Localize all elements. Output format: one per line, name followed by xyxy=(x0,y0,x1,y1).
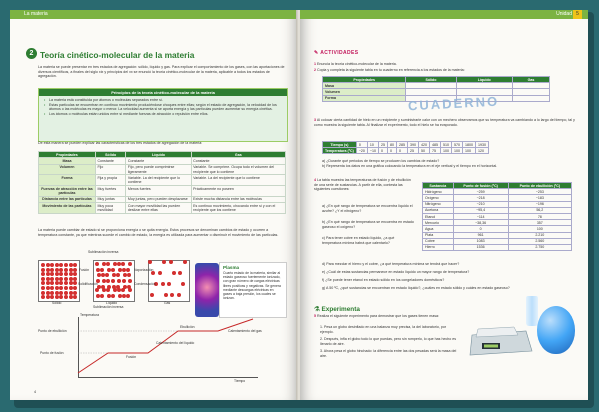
particle-dot xyxy=(111,268,115,272)
label-gas: Gas xyxy=(164,301,171,305)
question-number: 5 xyxy=(314,314,316,318)
particle-dot xyxy=(59,263,63,267)
question-4 xyxy=(314,178,414,192)
balance-image xyxy=(466,321,536,357)
particle-dot xyxy=(167,282,171,286)
table-cell: Muy juntas, pero pueden desplazarse xyxy=(126,196,191,202)
table-cell: 100 xyxy=(452,148,463,154)
particle-dot xyxy=(59,281,63,285)
particle-dot xyxy=(41,268,45,272)
table-cell: Acetona xyxy=(423,207,454,213)
particle-dot xyxy=(69,291,73,295)
left-page-number: 4 xyxy=(34,390,36,394)
q5-step-1: 1. Pesa un globo desinflado en una balanza muy precisa, la del laboratorio, por ejemplo. xyxy=(320,325,447,334)
label-vaporization: Vaporización xyxy=(134,268,154,272)
table-cell: −253 xyxy=(508,189,571,195)
label-sublimation-top: Sublimación inversa xyxy=(88,250,119,254)
row-header: Tiempo (s) xyxy=(323,142,357,148)
principles-box xyxy=(38,88,288,142)
table-row xyxy=(39,202,286,213)
q4-item-a: a) ¿En qué rango de temperatura se encuentra líquido el azufre? ¿Y el nitrógeno? xyxy=(322,204,413,213)
particle-dot xyxy=(73,263,77,267)
particle-dot xyxy=(55,295,59,299)
table-cell: Agua xyxy=(423,226,454,232)
table-cell: 0 xyxy=(388,148,397,154)
right-page xyxy=(300,10,588,400)
question-number: 1 xyxy=(314,62,316,66)
particle-dot xyxy=(50,263,54,267)
particle-dot xyxy=(73,268,77,272)
table-cell: Muy fuertes xyxy=(95,185,125,196)
particle-dot xyxy=(100,294,104,298)
particle-dot xyxy=(117,279,121,283)
row-header: Forma xyxy=(39,175,96,186)
time-temperature-table xyxy=(322,141,489,154)
table-cell: 2.210 xyxy=(508,232,571,238)
particle-dot xyxy=(55,272,59,276)
table-cell: −114 xyxy=(453,213,508,219)
left-header: La materia xyxy=(10,10,298,19)
label-solidification: Solidificación xyxy=(78,282,98,286)
question-number: 3 xyxy=(314,118,316,122)
particle-dot xyxy=(111,279,115,283)
table-header: Sustancia xyxy=(423,183,454,189)
table-cell: 485 xyxy=(430,142,441,148)
table-row xyxy=(323,148,489,154)
particle-dot xyxy=(73,277,77,281)
table-header: Propiedades xyxy=(323,77,406,83)
particle-dot xyxy=(73,291,77,295)
question-text: La tabla muestra las temperaturas de fusión y de ebullición de una serie de sustancias. A partir de ella, contesta las siguientes cuestiones: xyxy=(314,178,411,192)
solid-container xyxy=(38,260,80,302)
table-row xyxy=(39,185,286,196)
table-header: Gas xyxy=(512,77,549,83)
table-cell: −10 xyxy=(367,148,378,154)
question-1 xyxy=(314,62,576,67)
table-row xyxy=(39,164,286,175)
heat-liquid-label: Calentamiento del líquido xyxy=(156,341,195,345)
particle-dot xyxy=(55,268,59,272)
particle-dot xyxy=(55,291,59,295)
table-cell: 100 xyxy=(463,148,476,154)
table-cell: Fija y propia xyxy=(95,175,125,186)
section-number: 2 xyxy=(26,48,37,59)
particle-dot xyxy=(161,282,165,286)
particle-dot xyxy=(46,263,50,267)
particle-dot xyxy=(64,286,68,290)
question-text: Al colocar cierta cantidad de hielo en un recipiente y suministrarle calor con un mechero observamos que su temperatura va cambiando a lo largo del tiempo, tal y como muestra la siguiente tabla. Al finalizar el experimento, todo el hielo se ha evaporado. xyxy=(314,118,575,127)
table-cell: −38,36 xyxy=(453,220,508,226)
particle-dot xyxy=(106,279,110,283)
particle-dot xyxy=(113,262,117,266)
table-cell: Hierro xyxy=(423,244,454,250)
particle-dot xyxy=(59,277,63,281)
particle-dot xyxy=(46,281,50,285)
particle-dot xyxy=(170,293,174,297)
table-header: Sólido xyxy=(406,77,456,83)
table-intro: De esta manera se pueden explicar las características de los tres estados de agregación de la materia: xyxy=(38,141,203,145)
particle-dot xyxy=(64,272,68,276)
particle-dot xyxy=(50,272,54,276)
question-text: Enuncia la teoría cinético-molecular de la materia. xyxy=(317,62,397,66)
table-cell: 0 xyxy=(356,142,367,148)
states-diagram xyxy=(38,250,188,308)
heating-curve-line xyxy=(78,319,253,373)
particle-dot xyxy=(46,291,50,295)
particle-dot xyxy=(121,288,125,292)
principle-item: • La materia está constituida por átomos o moléculas separados entre sí. xyxy=(49,98,283,103)
table-cell: 25 xyxy=(408,148,419,154)
question-number: 4 xyxy=(314,178,316,182)
table-cell: Constante xyxy=(191,158,285,164)
states-change-paragraph: La materia puede cambiar de estado si se proporciona energía o se quita energía. Estos procesos se denominan cambios de estado y ocurren a temperatura constante, ya que mientras sucede el cambio de estado, la energía es utilizada para aumentar o disminuir el movimiento de las partículas. xyxy=(38,228,279,237)
left-page xyxy=(10,10,298,400)
particle-dot xyxy=(105,273,109,277)
particle-dot xyxy=(64,291,68,295)
table-cell: Constante xyxy=(126,158,191,164)
particle-dot xyxy=(59,286,63,290)
particle-dot xyxy=(100,268,104,272)
intro-paragraph: La materia se puede presentar en tres estados de agregación: sólido, líquido y gas. Para explicar el comportamiento de los gases, con las aportaciones de diversos científicos, a finales del siglo xix y principios del xx se enunció la teoría cinético-molecular de la materia, aplicable a todos los estados de agregación. xyxy=(38,65,285,79)
q5-step-2: 2. Después, infla el globo todo lo que puedas, pero sin romperlo, lo que has hecho es llenarlo de aire. xyxy=(320,337,457,346)
heating-curve-graph xyxy=(38,315,268,390)
particle-dot xyxy=(46,295,50,299)
y-axis-label: Temperatura xyxy=(80,313,100,317)
particle-dot xyxy=(158,271,162,275)
table-cell: −183 xyxy=(508,195,571,201)
table-cell: Cobre xyxy=(423,238,454,244)
row-header: Fuerzas de atracción entre las partículas xyxy=(39,185,96,196)
principles-box-title: Principios de la teoría cinético-molecular de la materia xyxy=(39,89,287,96)
particle-dot xyxy=(46,268,50,272)
table-cell: 56,2 xyxy=(508,207,571,213)
particle-dot xyxy=(50,291,54,295)
table-header: Gas xyxy=(191,152,285,158)
table-cell: 25 xyxy=(379,142,388,148)
particle-dot xyxy=(121,262,125,266)
table-cell: Prácticamente no poseen xyxy=(191,185,285,196)
table-cell: 2.750 xyxy=(508,244,571,250)
table-cell: 1930 xyxy=(476,142,489,148)
balloon-image xyxy=(537,306,575,354)
label-solid: Sólido xyxy=(52,301,62,305)
plasma-text: Cuarto estado de la materia, similar al estado gaseoso fuertemente ionizado, con gran número de cargas eléctricas libres positivas y negativas. Se genera mediante descargas eléctricas en gases a baja presión, los cuales se ionizan. xyxy=(223,271,281,301)
ebullition-label: Ebullición xyxy=(180,325,195,329)
table-cell: Fijo, pero puede comprimirse ligeramente xyxy=(126,164,191,175)
row-header: Volumen xyxy=(323,89,406,95)
table-cell: 390 xyxy=(408,142,419,148)
label-fusion: Fusión xyxy=(79,268,90,272)
particle-dot xyxy=(69,277,73,281)
q3-item-b: b) Representa los datos en una gráfica colocando la temperatura en el eje vertical y el tiempo en el horizontal. xyxy=(322,164,498,168)
q3-item-a: a) ¿Durante qué periodos de tiempo se producen los cambios de estado? xyxy=(322,159,440,163)
particle-dot xyxy=(46,286,50,290)
table-cell: 2.560 xyxy=(508,238,571,244)
row-header: Movimiento de las partículas xyxy=(39,202,96,213)
table-cell: 75 xyxy=(430,148,441,154)
particle-dot xyxy=(64,277,68,281)
row-header: Volumen xyxy=(39,164,96,175)
particle-dot xyxy=(55,286,59,290)
fusion-label: Fusión xyxy=(126,355,137,359)
particle-dot xyxy=(46,277,50,281)
particle-dot xyxy=(150,293,154,297)
notebook-watermark: CUADERNO xyxy=(407,93,500,114)
particle-dot xyxy=(64,263,68,267)
table-cell: 0 xyxy=(397,148,408,154)
table-header: Líquido xyxy=(456,77,512,83)
q4-item-e: e) ¿Cuál de estas sustancias permanece en estado líquido un mayor rango de temperatura? xyxy=(322,270,470,274)
question-number: 2 xyxy=(314,68,316,72)
particle-dot xyxy=(128,262,132,266)
pencil-icon: ✎ xyxy=(314,50,321,56)
table-cell: Constante xyxy=(95,158,125,164)
page-title: Teoría cinético-molecular de la materia xyxy=(40,50,195,60)
row-header: Forma xyxy=(323,95,406,101)
particle-dot xyxy=(64,281,68,285)
table-cell: 420 xyxy=(419,142,430,148)
right-page-number: 5 xyxy=(573,10,582,19)
particle-dot xyxy=(69,281,73,285)
table-cell: −218 xyxy=(453,195,508,201)
particle-dot xyxy=(41,295,45,299)
table-cell: 100 xyxy=(508,226,571,232)
particle-dot xyxy=(50,277,54,281)
question-5 xyxy=(314,314,464,319)
particle-dot xyxy=(69,295,73,299)
particle-dot xyxy=(55,281,59,285)
question-text: Copia y completa la siguiente tabla en tu cuaderno en referencia a los estados de la materia: xyxy=(317,68,465,72)
particle-dot xyxy=(69,286,73,290)
principle-item: • Los átomos o moléculas están unidos entre sí mediante fuerzas de atracción o repulsión entre ellos. xyxy=(49,112,283,117)
table-cell: −196 xyxy=(508,201,571,207)
table-cell: −95,4 xyxy=(453,207,508,213)
particle-dot xyxy=(50,295,54,299)
activities-title xyxy=(314,50,359,56)
particle-dot xyxy=(148,260,152,264)
table-cell: 570 xyxy=(452,142,463,148)
particle-dot xyxy=(183,260,187,264)
table-cell: Es continuo movimiento, chocando entre sí y con el recipiente que los contiene xyxy=(191,202,285,213)
table-cell: 0 xyxy=(453,226,508,232)
table-cell: Plata xyxy=(423,232,454,238)
table-header: Propiedades xyxy=(39,152,96,158)
table-cell: 80 xyxy=(388,142,397,148)
q4-item-d: d) Para mezclar el hierro y el cobre, ¿a qué temperatura mínima se tendrá que hacer? xyxy=(322,262,460,266)
table-cell: Menos fuertes xyxy=(126,185,191,196)
table-cell: Con mayor movilidad las pueden deslizar entre ellas xyxy=(126,202,191,213)
particle-dot xyxy=(69,272,73,276)
table-cell: 120 xyxy=(476,148,489,154)
gas-container xyxy=(148,260,190,302)
melting-point-label: Punto de fusión xyxy=(40,351,64,355)
row-header: Distancia entre las partículas xyxy=(39,196,96,202)
particle-dot xyxy=(126,294,130,298)
plasma-title: Plasma xyxy=(223,265,240,270)
particle-dot xyxy=(116,273,120,277)
table-cell: 1083 xyxy=(453,238,508,244)
particle-dot xyxy=(59,291,63,295)
particle-dot xyxy=(41,263,45,267)
table-cell: 510 xyxy=(441,142,452,148)
table-cell: 50 xyxy=(419,148,430,154)
table-cell: Variable. La del recipiente que lo contiene xyxy=(191,175,285,186)
properties-table xyxy=(38,151,286,214)
particle-dot xyxy=(95,288,99,292)
experiment-title xyxy=(314,305,360,313)
table-cell: Etanol xyxy=(423,213,454,219)
row-header: Temperatura (ºC) xyxy=(323,148,357,154)
particle-dot xyxy=(64,268,68,272)
particle-dot xyxy=(59,295,63,299)
principle-item: • Estas partículas se encuentran en continuo movimiento produciéndose choques entre ellas; según el estado de agregación, la velocidad de los átomos o las moléculas es mayor o menor. La velocidad aumenta si se aporta energía y las partículas pueden aumentar su energía cinética. xyxy=(49,103,283,112)
row-header: Masa xyxy=(323,83,406,89)
particle-dot xyxy=(41,277,45,281)
experiment-label: Experimenta xyxy=(321,306,360,313)
question-2 xyxy=(314,68,576,73)
particle-dot xyxy=(127,273,131,277)
particle-dot xyxy=(181,282,185,286)
particle-dot xyxy=(64,295,68,299)
table-cell: Fijo xyxy=(95,164,125,175)
q4-item-c: c) Para tener cobre en estado líquido, ¿a qué temperatura mínima habrá que calentarlo? xyxy=(322,236,395,245)
table-cell: Nitrógeno xyxy=(423,201,454,207)
activities-label: ACTIVIDADES xyxy=(320,50,359,56)
table-cell: 357 xyxy=(508,220,571,226)
particle-dot xyxy=(106,262,110,266)
table-cell: 1536 xyxy=(453,244,508,250)
particle-dot xyxy=(41,291,45,295)
flask-icon: ⚗ xyxy=(314,306,322,313)
table-cell: −259 xyxy=(453,189,508,195)
particle-dot xyxy=(172,271,176,275)
row-header: Masa xyxy=(39,158,96,164)
table-header: Punto de ebullición (ºC) xyxy=(508,183,571,189)
particle-dot xyxy=(111,294,115,298)
table-cell: Muy poca movilidad xyxy=(95,202,125,213)
table-header: Sólido xyxy=(95,152,125,158)
table-cell: 1800 xyxy=(463,142,476,148)
particle-dot xyxy=(73,295,77,299)
particle-dot xyxy=(178,271,182,275)
particle-dot xyxy=(73,272,77,276)
heat-gas-label: Calentamiento del gas xyxy=(228,329,262,333)
table-cell: −20 xyxy=(356,148,367,154)
table-row xyxy=(423,244,572,250)
liquid-container xyxy=(93,260,135,302)
table-cell: Oxígeno xyxy=(423,195,454,201)
particle-dot xyxy=(55,263,59,267)
table-cell: Mercurio xyxy=(423,220,454,226)
particle-dot xyxy=(55,277,59,281)
particle-dot xyxy=(128,288,132,292)
particle-dot xyxy=(177,293,181,297)
principles-list xyxy=(43,98,283,116)
particle-dot xyxy=(126,268,130,272)
particle-dot xyxy=(122,279,126,283)
table-header: Punto de fusión (ºC) xyxy=(453,183,508,189)
particle-dot xyxy=(59,272,63,276)
table-cell: Variable. La del recipiente que lo contiene xyxy=(126,175,191,186)
particle-dot xyxy=(50,268,54,272)
particle-dot xyxy=(95,262,99,266)
particle-dot xyxy=(69,268,73,272)
particle-dot xyxy=(73,281,77,285)
q5-step-3: 3. Ahora pesa el globo hinchado: la diferencia entre las dos pesadas será la masa del aire. xyxy=(320,349,457,358)
particle-dot xyxy=(41,286,45,290)
right-header: Unidad xyxy=(300,10,588,19)
q4-item-b: b) ¿En qué rango de temperatura se encuentra en estado gaseoso el oxígeno? xyxy=(322,220,414,229)
particle-dot xyxy=(59,268,63,272)
particle-dot xyxy=(162,260,166,264)
particle-dot xyxy=(106,288,110,292)
label-sublimation-bottom: Sublimación inversa xyxy=(93,305,124,309)
table-cell: Hidrógeno xyxy=(423,189,454,195)
table-cell: 285 xyxy=(397,142,408,148)
table-cell: −210 xyxy=(453,201,508,207)
particle-dot xyxy=(73,286,77,290)
boiling-point-label: Punto de ebullición xyxy=(38,329,67,333)
table-row xyxy=(39,175,286,186)
label-condensation: Condensación xyxy=(134,282,156,286)
q4-item-g: g) A 50 ºC, ¿qué sustancias se encuentran en estado líquido?, ¿cuáles en estado sólido y cuáles en estado gaseoso? xyxy=(322,286,510,290)
q4-item-f: f) ¿Se puede tener etanol en estado sólido en los congeladores domésticos? xyxy=(322,278,445,282)
particle-dot xyxy=(169,260,173,264)
particle-dot xyxy=(164,293,168,297)
question-3 xyxy=(314,118,576,127)
table-cell: Muy juntas xyxy=(95,196,125,202)
table-cell: 961 xyxy=(453,232,508,238)
table-cell: Existe mucha distancia entre las moléculas xyxy=(191,196,285,202)
label-liquid: Líquido xyxy=(106,301,118,305)
heating-curve-svg xyxy=(38,315,268,390)
particle-dot xyxy=(46,272,50,276)
table-cell: Variable. Se comprime. Ocupa todo el volumen del recipiente que lo contiene xyxy=(191,164,285,175)
particle-dot xyxy=(50,286,54,290)
table-cell: 100 xyxy=(441,148,452,154)
plasma-image xyxy=(195,263,219,317)
plasma-box xyxy=(219,262,287,318)
table-cell: 78 xyxy=(508,213,571,219)
particle-dot xyxy=(50,281,54,285)
table-header: Líquido xyxy=(126,152,191,158)
particle-dot xyxy=(128,279,132,283)
x-axis-label: Tiempo xyxy=(234,379,246,383)
particle-dot xyxy=(69,263,73,267)
particle-dot xyxy=(41,281,45,285)
particle-dot xyxy=(113,288,117,292)
question-text: Realiza el siguiente experimento para demostrar que los gases tienen masa: xyxy=(317,314,440,318)
table-cell: 10 xyxy=(367,142,378,148)
particle-dot xyxy=(41,272,45,276)
table-cell: 0 xyxy=(379,148,388,154)
substances-table xyxy=(422,182,572,251)
